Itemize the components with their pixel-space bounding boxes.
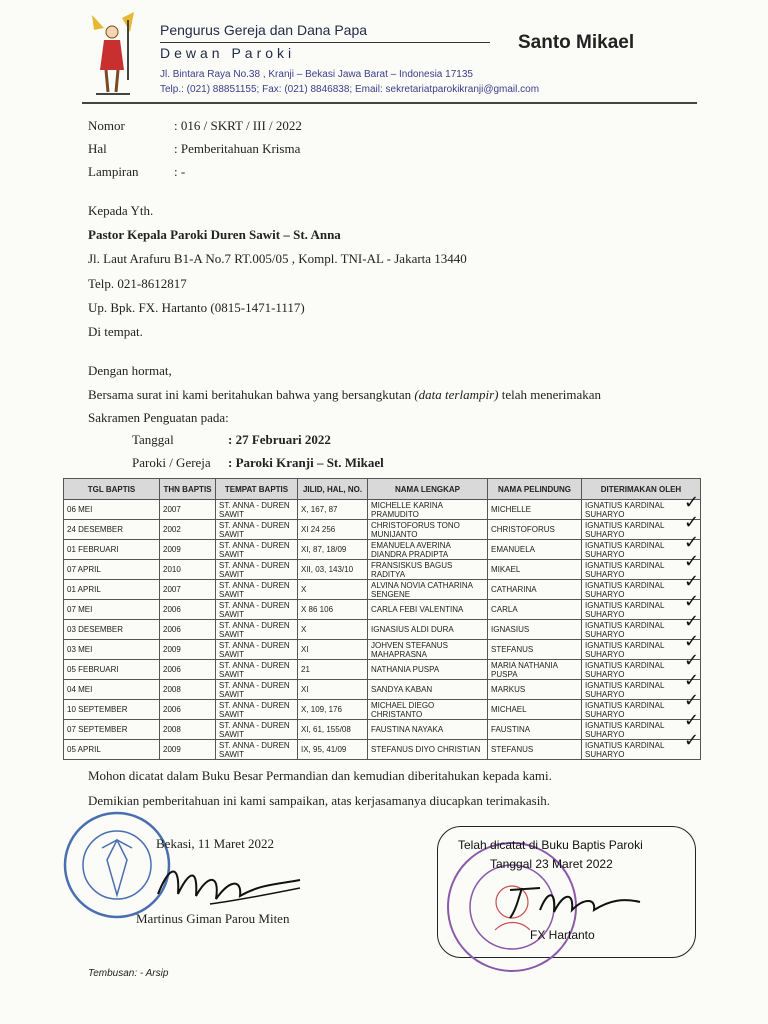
table-cell: IGNATIUS KARDINAL SUHARYO [582,660,701,680]
col-header: DITERIMAKAN OLEH [582,479,701,500]
table-cell: IGNATIUS KARDINAL SUHARYO [582,680,701,700]
table-cell: 2009 [160,540,216,560]
table-cell: EMANUELA AVERINA DIANDRA PRADIPTA [368,540,488,560]
table-cell: X, 167, 87 [298,500,368,520]
table-cell: IGNATIUS KARDINAL SUHARYO [582,500,701,520]
stamp-line-2: Tanggal 23 Maret 2022 [490,857,613,871]
table-cell: 2006 [160,600,216,620]
table-cell: STEFANUS [488,640,582,660]
table-cell: ST. ANNA - DUREN SAWIT [216,740,298,760]
table-row [64,560,701,580]
table-cell: ST. ANNA - DUREN SAWIT [216,580,298,600]
table-cell: 05 FEBRUARI [64,660,160,680]
lampiran-label: Lampiran [88,164,139,179]
table-cell: ST. ANNA - DUREN SAWIT [216,500,298,520]
table-cell: MICHAEL DIEGO CHRISTANTO [368,700,488,720]
recipient-place: Di tempat. [88,324,143,339]
table-cell: ST. ANNA - DUREN SAWIT [216,520,298,540]
table-cell: FAUSTINA NAYAKA [368,720,488,740]
paroki-value: : Paroki Kranji – St. Mikael [228,455,384,470]
table-row [64,520,701,540]
paragraph-1-line2: Sakramen Penguatan pada: [88,410,229,425]
table-row [64,660,701,680]
table-cell: 21 [298,660,368,680]
table-cell: 07 SEPTEMBER [64,720,160,740]
org-address: Jl. Bintara Raya No.38 , Kranji – Bekasi Jawa Barat – Indonesia 17135 [160,69,473,80]
table-cell: ST. ANNA - DUREN SAWIT [216,560,298,580]
table-cell: ST. ANNA - DUREN SAWIT [216,600,298,620]
table-cell: NATHANIA PUSPA [368,660,488,680]
table-cell: 06 MEI [64,500,160,520]
col-header: NAMA PELINDUNG [488,479,582,500]
table-cell: MIKAEL [488,560,582,580]
recipient-attn: Up. Bpk. FX. Hartanto (0815-1471-1117) [88,300,305,315]
handwritten-check-icon: ✓ [684,729,700,751]
table-cell: IGNATIUS KARDINAL SUHARYO [582,540,701,560]
table-cell: 2009 [160,640,216,660]
table-cell: MICHAEL [488,700,582,720]
table-cell: XI [298,640,368,660]
signer-name: Martinus Giman Parou Miten [136,911,290,926]
col-header: JILID, HAL, NO. [298,479,368,500]
col-header: TGL BAPTIS [64,479,160,500]
table-cell: 24 DESEMBER [64,520,160,540]
table-cell: 2006 [160,660,216,680]
hal-value: : Pemberitahuan Krisma [174,141,301,156]
handwritten-check-icon: ✓ [684,511,700,533]
table-cell: CHRISTOFORUS TONO MUNIJANTO [368,520,488,540]
table-cell: CARLA FEBI VALENTINA [368,600,488,620]
table-row [64,700,701,720]
tanggal-label: Tanggal [132,432,174,447]
table-cell: 01 FEBRUARI [64,540,160,560]
p1-end: telah menerimakan [498,387,601,402]
table-cell: XI [298,680,368,700]
stamp-signer: FX Hartanto [530,928,595,942]
handwritten-check-icon: ✓ [684,709,700,731]
handwritten-check-icon: ✓ [684,610,700,632]
table-row [64,640,701,660]
table-cell: 2008 [160,720,216,740]
recipient-address: Jl. Laut Arafuru B1-A No.7 RT.005/05 , Kompl. TNI-AL - Jakarta 13440 [88,251,467,266]
table-cell: EMANUELA [488,540,582,560]
table-cell: SANDYA KABAN [368,680,488,700]
table-cell: X 86 106 [298,600,368,620]
salutation: Dengan hormat, [88,363,172,378]
handwritten-check-icon: ✓ [684,531,700,553]
table-cell: 03 MEI [64,640,160,660]
table-cell: 03 DESEMBER [64,620,160,640]
table-cell: 10 SEPTEMBER [64,700,160,720]
handwritten-check-icon: ✓ [684,571,700,593]
tanggal-value: : 27 Februari 2022 [228,432,331,447]
table-cell: 05 APRIL [64,740,160,760]
confirmation-table [63,478,701,760]
table-header-row [64,479,701,500]
handwritten-check-icon: ✓ [684,591,700,612]
table-row [64,740,701,760]
table-cell: 07 MEI [64,600,160,620]
nomor-value: : 016 / SKRT / III / 2022 [174,118,302,133]
table-cell: IGNATIUS KARDINAL SUHARYO [582,640,701,660]
handwritten-check-icon: ✓ [684,630,700,652]
table-cell: IGNATIUS KARDINAL SUHARYO [582,700,701,720]
table-row [64,580,701,600]
recipient-phone: Telp. 021-8612817 [88,276,187,291]
table-cell: 2006 [160,620,216,640]
p1-start: Bersama surat ini kami beritahukan bahwa yang bersangkutan [88,387,415,402]
table-cell: 2006 [160,700,216,720]
stamp-signature-scribble [500,870,650,925]
stamp-line-1: Telah dicatat di Buku Baptis Paroki [458,838,643,852]
table-cell: JOHVEN STEFANUS MAHAPRASNA [368,640,488,660]
table-cell: 04 MEI [64,680,160,700]
nomor-label: Nomor [88,118,125,133]
col-header: THN BAPTIS [160,479,216,500]
table-cell: 2010 [160,560,216,580]
p1-italic: (data terlampir) [414,387,499,402]
table-row [64,540,701,560]
table-cell: ST. ANNA - DUREN SAWIT [216,640,298,660]
council-name: Dewan Paroki [160,45,296,61]
table-cell: IGNATIUS KARDINAL SUHARYO [582,580,701,600]
recipient-name: Pastor Kepala Paroki Duren Sawit – St. Anna [88,227,341,242]
table-cell: X, 109, 176 [298,700,368,720]
cc-footer: Tembusan: - Arsip [88,968,169,979]
handwritten-check-icon: ✓ [684,492,700,513]
table-cell: IGNATIUS KARDINAL SUHARYO [582,620,701,640]
table-cell: IX, 95, 41/09 [298,740,368,760]
table-row [64,600,701,620]
table-cell: 2007 [160,580,216,600]
table-row [64,680,701,700]
table-row [64,620,701,640]
table-cell: ST. ANNA - DUREN SAWIT [216,660,298,680]
table-cell: ST. ANNA - DUREN SAWIT [216,720,298,740]
table-cell: CATHARINA [488,580,582,600]
table-cell: ST. ANNA - DUREN SAWIT [216,680,298,700]
col-header: NAMA LENGKAP [368,479,488,500]
handwritten-check-icon: ✓ [684,650,700,672]
table-cell: ALVINA NOVIA CATHARINA SENGENE [368,580,488,600]
table-cell: X [298,580,368,600]
table-cell: IGNATIUS KARDINAL SUHARYO [582,720,701,740]
table-cell: IGNATIUS KARDINAL SUHARYO [582,520,701,540]
table-cell: 01 APRIL [64,580,160,600]
table-cell: FRANSISKUS BAGUS RADITYA [368,560,488,580]
signature-place-date: Bekasi, 11 Maret 2022 [156,836,274,851]
table-cell: XI, 87, 18/09 [298,540,368,560]
handwritten-check-icon: ✓ [684,670,700,692]
table-cell: 2007 [160,500,216,520]
table-cell: FAUSTINA [488,720,582,740]
table-cell: MARKUS [488,680,582,700]
table-cell: X [298,620,368,640]
table-cell: IGNATIUS KARDINAL SUHARYO [582,740,701,760]
table-cell: 07 APRIL [64,560,160,580]
note-line-2: Demikian pemberitahuan ini kami sampaikan, atas kerjasamanya diucapkan terimakasih. [88,793,551,808]
hal-label: Hal [88,141,107,156]
table-row [64,500,701,520]
table-cell: ST. ANNA - DUREN SAWIT [216,540,298,560]
table-cell: MICHELLE [488,500,582,520]
handwritten-check-icon: ✓ [684,551,700,573]
table-cell: XII, 03, 143/10 [298,560,368,580]
signature-scribble [150,854,310,914]
org-contact: Telp.: (021) 88851155; Fax: (021) 8846838; Email: sekretariatparokikranji@gmail.com [160,84,540,95]
header-rule [160,42,490,43]
table-cell: ST. ANNA - DUREN SAWIT [216,620,298,640]
table-cell: MICHELLE KARINA PRAMUDITO [368,500,488,520]
table-row [64,720,701,740]
table-cell: IGNASIUS ALDI DURA [368,620,488,640]
header-divider [82,102,697,104]
paroki-label: Paroki / Gereja [132,455,211,470]
table-cell: 2002 [160,520,216,540]
handwritten-check-icon: ✓ [684,690,700,711]
table-cell: IGNATIUS KARDINAL SUHARYO [582,560,701,580]
table-cell: XI, 61, 155/08 [298,720,368,740]
saint-michael-logo [82,10,144,100]
org-line: Pengurus Gereja dan Dana Papa [160,22,368,38]
paragraph-1 [88,387,688,403]
note-line-1: Mohon dicatat dalam Buku Besar Permandian dan kemudian diberitahukan kepada kami. [88,768,552,783]
table-cell: STEFANUS [488,740,582,760]
table-cell: IGNATIUS KARDINAL SUHARYO [582,600,701,620]
table-cell: 2008 [160,680,216,700]
brand-name: Santo Mikael [518,32,635,53]
lampiran-value: : - [174,164,186,179]
table-cell: IGNASIUS [488,620,582,640]
table-cell: 2009 [160,740,216,760]
table-cell: ST. ANNA - DUREN SAWIT [216,700,298,720]
table-cell: XI 24 256 [298,520,368,540]
greeting: Kepada Yth. [88,203,154,218]
table-cell: CARLA [488,600,582,620]
col-header: TEMPAT BAPTIS [216,479,298,500]
table-cell: CHRISTOFORUS [488,520,582,540]
table-cell: STEFANUS DIYO CHRISTIAN [368,740,488,760]
table-cell: MARIA NATHANIA PUSPA [488,660,582,680]
